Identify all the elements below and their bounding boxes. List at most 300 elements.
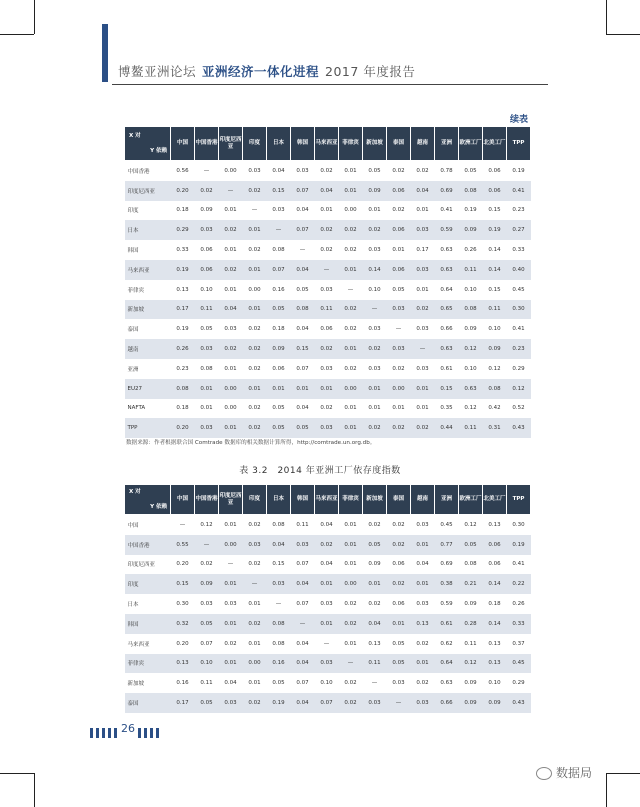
table-cell: 0.26: [464, 247, 477, 254]
table-cell: 0.00: [387, 379, 411, 399]
table-cell: 0.16: [267, 654, 291, 674]
column-header: 新加坡: [363, 485, 387, 515]
table-cell: 0.04: [219, 300, 243, 320]
table-cell: —: [315, 260, 339, 280]
table-cell: 0.23: [507, 339, 531, 359]
table-cell: 0.02: [248, 247, 261, 254]
table-cell: 0.01: [243, 220, 267, 240]
table-cell: —: [195, 535, 219, 555]
watermark-text: 数据局: [556, 766, 593, 780]
table-cell: 0.05: [387, 654, 411, 674]
table-cell: 0.05: [200, 326, 213, 333]
table-cell: 0.35: [440, 405, 453, 412]
table-cell: 0.01: [243, 300, 267, 320]
table-cell: 0.03: [416, 601, 429, 608]
table-cell: 0.01: [320, 207, 333, 214]
column-header: 印度尼西亚: [219, 127, 243, 161]
table-cell: 0.19: [176, 326, 189, 333]
table-cell: 0.02: [320, 247, 333, 254]
table-cell: 0.01: [195, 379, 219, 399]
table-cell: 0.02: [315, 339, 339, 359]
table-cell: 0.01: [339, 418, 363, 438]
table-cell: 0.61: [440, 365, 453, 372]
table-cell: 0.69: [440, 561, 453, 568]
table-cell: 0.06: [488, 561, 501, 568]
table-cell: 0.02: [344, 326, 357, 333]
table-cell: 0.04: [296, 640, 309, 647]
table-cell: 0.06: [387, 260, 411, 280]
table-cell: 0.01: [344, 405, 357, 412]
table-cell: 0.00: [219, 535, 243, 555]
table-cell: 0.09: [267, 339, 291, 359]
table-cell: 0.14: [483, 260, 507, 280]
table-row: [125, 201, 531, 221]
table-cell: 0.06: [320, 326, 333, 333]
table-cell: 0.02: [248, 326, 261, 333]
table-cell: 0.02: [416, 167, 429, 174]
table-cell: 0.02: [243, 693, 267, 713]
table-cell: 0.06: [200, 247, 213, 254]
table-cell: 0.15: [488, 286, 501, 293]
table-row: [125, 280, 531, 300]
table-cell: 0.15: [488, 207, 501, 214]
table-cell: 0.08: [291, 300, 315, 320]
table-cell: 0.02: [344, 247, 357, 254]
table-cell: 0.01: [339, 181, 363, 201]
table-cell: 0.01: [315, 614, 339, 634]
table-cell: 0.05: [459, 535, 483, 555]
table-cell: 0.05: [464, 167, 477, 174]
table-cell: 0.02: [339, 614, 363, 634]
table-cell: 0.59: [440, 601, 453, 608]
table-cell: 0.01: [411, 654, 435, 674]
table-cell: 0.03: [320, 286, 333, 293]
table-cell: —: [243, 574, 267, 594]
table-cell: 0.10: [368, 286, 381, 293]
table-cell: 0.09: [363, 181, 387, 201]
table-cell: 0.01: [344, 640, 357, 647]
table-cell: 0.64: [435, 654, 459, 674]
table-cell: 0.01: [363, 574, 387, 594]
crop-mark-top-left-h: [0, 34, 34, 35]
table-row: [125, 654, 531, 674]
table-cell: 0.02: [315, 535, 339, 555]
table-cell: 0.15: [291, 339, 315, 359]
column-header: 中国: [171, 127, 195, 161]
table-cell: 0.33: [507, 614, 531, 634]
table-cell: 0.09: [464, 326, 477, 333]
column-header: 亚洲: [435, 485, 459, 515]
table-cell: 0.01: [344, 167, 357, 174]
row-label: 马来西亚: [125, 260, 171, 280]
header-rule: [112, 84, 548, 85]
table-cell: 0.18: [272, 326, 285, 333]
table-cell: 0.40: [507, 260, 531, 280]
table-cell: 0.02: [363, 220, 387, 240]
table-cell: 0.04: [363, 614, 387, 634]
table-cell: 0.01: [224, 365, 237, 372]
table-cell: 0.06: [392, 601, 405, 608]
table-cell: 0.01: [411, 535, 435, 555]
table-cell: 0.06: [195, 260, 219, 280]
table-cell: 0.04: [267, 535, 291, 555]
table-cell: 0.41: [512, 561, 525, 568]
table-cell: 0.07: [296, 561, 309, 568]
table-cell: 0.28: [459, 614, 483, 634]
table-row: [125, 515, 531, 535]
table-cell: 0.02: [248, 521, 261, 528]
table-cell: 0.03: [368, 326, 381, 333]
table-cell: 0.22: [507, 574, 531, 594]
table-cell: 0.66: [440, 326, 453, 333]
table-cell: 0.13: [176, 286, 189, 293]
table-row: [125, 220, 531, 240]
table-cell: 0.03: [387, 339, 411, 359]
table-cell: 0.04: [291, 260, 315, 280]
table-cell: 0.02: [243, 181, 267, 201]
table-row: [125, 594, 531, 614]
table-cell: —: [227, 561, 234, 568]
wechat-icon: [536, 767, 552, 780]
table-cell: 0.09: [459, 693, 483, 713]
corner-y-label: Y 依赖: [150, 147, 167, 154]
row-label: 菲律宾: [125, 654, 171, 674]
table-cell: 0.05: [392, 640, 405, 647]
table-cell: 0.01: [243, 260, 267, 280]
table-cell: 0.03: [411, 220, 435, 240]
table-cell: 0.01: [291, 379, 315, 399]
corner-x-label: X 对: [129, 133, 141, 140]
table-cell: 0.65: [435, 300, 459, 320]
table-cell: 0.01: [224, 286, 237, 293]
column-header: 泰国: [387, 127, 411, 161]
table-cell: —: [179, 521, 186, 528]
table-cell: 0.11: [483, 300, 507, 320]
table-cell: 0.01: [315, 379, 339, 399]
corner-header: [125, 485, 171, 515]
table-cell: 0.63: [435, 260, 459, 280]
table-cell: 0.05: [195, 614, 219, 634]
table-cell: 0.11: [459, 260, 483, 280]
table-cell: —: [387, 693, 411, 713]
running-header: [118, 62, 415, 80]
table-cell: 0.15: [435, 379, 459, 399]
table-cell: 0.63: [440, 247, 453, 254]
table-cell: 0.00: [248, 286, 261, 293]
table-cell: 0.02: [344, 680, 357, 687]
header-year: 2017 年度报告: [325, 64, 416, 79]
table-cell: 0.27: [507, 220, 531, 240]
table-cell: 0.42: [488, 405, 501, 412]
table-cell: 0.03: [387, 300, 411, 320]
column-header: 泰国: [387, 485, 411, 515]
crop-mark-bottom-left: [34, 773, 35, 807]
table-cell: 0.09: [483, 339, 507, 359]
table-cell: —: [275, 601, 282, 608]
table-cell: 0.04: [411, 181, 435, 201]
row-label: EU27: [125, 379, 171, 399]
row-label: TPP: [125, 418, 171, 438]
table-cell: 0.33: [512, 247, 525, 254]
table-cell: 0.05: [392, 286, 405, 293]
table-cell: 0.02: [315, 220, 339, 240]
table-cell: 0.16: [272, 286, 285, 293]
table-cell: 0.04: [296, 405, 309, 412]
table-cell: 0.02: [219, 339, 243, 359]
table-cell: 0.06: [488, 167, 501, 174]
column-header: 马来西亚: [315, 127, 339, 161]
table-cell: 0.16: [176, 680, 189, 687]
dependence-table-continued: [124, 126, 531, 438]
table-cell: 0.07: [291, 181, 315, 201]
table-cell: 0.07: [315, 693, 339, 713]
table-cell: 0.02: [224, 640, 237, 647]
table-cell: 0.01: [224, 247, 237, 254]
table-cell: 0.02: [243, 418, 267, 438]
row-label: 韩国: [127, 248, 139, 255]
table-row: [125, 181, 531, 201]
table-cell: 0.02: [363, 339, 387, 359]
table-cell: 0.09: [195, 574, 219, 594]
table-cell: 0.06: [387, 220, 411, 240]
table-cell: 0.26: [171, 339, 195, 359]
table-cell: 0.29: [512, 365, 525, 372]
column-header: 印度: [243, 127, 267, 161]
table-cell: 0.02: [363, 418, 387, 438]
table-cell: 0.08: [483, 379, 507, 399]
crop-mark-top-right: [606, 0, 607, 34]
table-cell: 0.02: [392, 167, 405, 174]
table-cell: 0.01: [411, 379, 435, 399]
header-forum: 博鳌亚洲论坛: [118, 64, 197, 79]
table-cell: 0.29: [171, 220, 195, 240]
table-row: [125, 535, 531, 555]
corner-header: [125, 127, 171, 161]
table-cell: 0.02: [320, 405, 333, 412]
table-cell: 0.43: [507, 418, 531, 438]
table-cell: 0.30: [507, 300, 531, 320]
table-cell: 0.01: [411, 574, 435, 594]
table-cell: 0.14: [488, 247, 501, 254]
table-cell: 0.12: [200, 521, 213, 528]
crop-mark-bottom-right: [606, 773, 607, 807]
table-cell: 0.02: [368, 521, 381, 528]
table-cell: 0.01: [248, 601, 261, 608]
table-row: [125, 399, 531, 419]
row-label: 韩国: [125, 614, 171, 634]
table-cell: 0.05: [368, 167, 381, 174]
table-cell: —: [323, 640, 330, 647]
header-topic: 亚洲经济一体化进程: [202, 64, 320, 79]
table-cell: 0.03: [416, 521, 429, 528]
table-cell: 0.03: [416, 326, 429, 333]
table-cell: 0.02: [248, 365, 261, 372]
table-cell: 0.01: [339, 260, 363, 280]
table-cell: 0.08: [200, 365, 213, 372]
table-cell: 0.01: [416, 207, 429, 214]
row-label: 菲律宾: [127, 287, 145, 294]
table-cell: 0.05: [272, 405, 285, 412]
table-cell: 0.52: [512, 405, 525, 412]
column-header: 越南: [411, 127, 435, 161]
table-cell: 0.03: [411, 693, 435, 713]
table-cell: 0.09: [464, 601, 477, 608]
page-decoration-left: [90, 723, 120, 733]
row-label: 印度尼西亚: [125, 181, 171, 201]
table-row: [125, 339, 531, 359]
table-cell: 0.03: [320, 601, 333, 608]
column-header: 菲律宾: [339, 127, 363, 161]
table-cell: —: [203, 167, 210, 174]
table-cell: 0.02: [392, 207, 405, 214]
table-cell: 0.20: [171, 181, 195, 201]
table-cell: 0.61: [435, 614, 459, 634]
table-cell: 0.14: [483, 614, 507, 634]
row-label: 新加坡: [127, 681, 145, 688]
table-cell: 0.00: [224, 167, 237, 174]
column-header: TPP: [507, 127, 531, 161]
table-row: [125, 260, 531, 280]
table-cell: 0.05: [291, 418, 315, 438]
table-cell: 0.12: [464, 405, 477, 412]
table-cell: 0.56: [176, 167, 189, 174]
row-label: 越南: [125, 339, 171, 359]
table-cell: 0.37: [512, 640, 525, 647]
table-cell: 0.07: [200, 640, 213, 647]
table-cell: 0.12: [459, 339, 483, 359]
table-cell: 0.01: [392, 247, 405, 254]
table-cell: 0.19: [171, 260, 195, 280]
table-cell: 0.15: [272, 561, 285, 568]
table-cell: 0.02: [248, 405, 261, 412]
table-cell: 0.08: [459, 300, 483, 320]
table-cell: 0.63: [435, 339, 459, 359]
source-note: 数据来源：作者根据联合国 Comtrade 数据库的相关数据计算所得，http://comtrade.un.org.db。: [126, 440, 376, 446]
table-cell: 0.03: [291, 535, 315, 555]
table-cell: 0.06: [483, 535, 507, 555]
table-cell: 0.62: [440, 640, 453, 647]
table-cell: 0.13: [368, 640, 381, 647]
table-cell: 0.08: [272, 640, 285, 647]
table-cell: 0.11: [459, 418, 483, 438]
table-cell: 0.01: [219, 574, 243, 594]
table-cell: 0.01: [416, 405, 429, 412]
table-cell: 0.01: [224, 521, 237, 528]
table-cell: 0.01: [416, 286, 429, 293]
table-cell: 0.02: [339, 693, 363, 713]
table-cell: 0.14: [483, 574, 507, 594]
table-cell: 0.02: [368, 601, 381, 608]
table-cell: 0.03: [272, 207, 285, 214]
column-header: TPP: [507, 485, 531, 515]
table-cell: 0.11: [195, 300, 219, 320]
table-cell: 0.00: [243, 654, 267, 674]
table-row: [125, 614, 531, 634]
table-cell: 0.77: [435, 535, 459, 555]
table-cell: 0.03: [315, 418, 339, 438]
table-cell: 0.04: [315, 181, 339, 201]
table-cell: 0.03: [224, 601, 237, 608]
table-cell: 0.01: [363, 379, 387, 399]
table-row: [125, 555, 531, 575]
row-label: NAFTA: [127, 405, 146, 412]
table-cell: 0.00: [224, 405, 237, 412]
crop-mark-bottom-left-h: [0, 773, 34, 774]
table-cell: 0.07: [296, 601, 309, 608]
table-cell: 0.19: [464, 207, 477, 214]
table-cell: 0.03: [296, 167, 309, 174]
table-cell: 0.69: [435, 181, 459, 201]
table-cell: 0.03: [411, 260, 435, 280]
table-cell: 0.19: [507, 535, 531, 555]
table-cell: 0.04: [296, 207, 309, 214]
table-cell: —: [411, 339, 435, 359]
row-label: 中国: [127, 522, 139, 529]
column-header: 日本: [267, 485, 291, 515]
table-cell: 0.17: [171, 693, 195, 713]
table-cell: —: [395, 326, 402, 333]
table-cell: 0.02: [219, 220, 243, 240]
table-title: 表 3.2 2014 年亚洲工厂依存度指数: [239, 466, 401, 476]
table-cell: 0.00: [219, 379, 243, 399]
table-cell: —: [251, 207, 258, 214]
table-cell: 0.09: [459, 220, 483, 240]
table-cell: 0.01: [219, 614, 243, 634]
table-cell: 0.04: [320, 561, 333, 568]
column-header: 北美工厂: [483, 485, 507, 515]
table-cell: 0.11: [315, 300, 339, 320]
column-header: 中国香港: [195, 127, 219, 161]
table-cell: 0.10: [195, 654, 219, 674]
table-cell: 0.03: [416, 365, 429, 372]
table-cell: 0.12: [459, 654, 483, 674]
table-cell: 0.03: [368, 247, 381, 254]
table-cell: 0.05: [267, 300, 291, 320]
crop-mark-bottom-right-h: [606, 773, 640, 774]
table-cell: 0.02: [416, 640, 429, 647]
table-cell: 0.20: [171, 418, 195, 438]
table-cell: 0.04: [296, 326, 309, 333]
table-cell: 0.31: [483, 418, 507, 438]
table-cell: 0.02: [248, 561, 261, 568]
table-cell: 0.02: [195, 181, 219, 201]
table-cell: 0.32: [171, 614, 195, 634]
column-header: 北美工厂: [483, 127, 507, 161]
column-header: 新加坡: [363, 127, 387, 161]
table-cell: 0.02: [387, 535, 411, 555]
table-cell: 0.41: [512, 326, 525, 333]
row-label: 新加坡: [125, 300, 171, 320]
row-label: 日本: [125, 220, 171, 240]
table-cell: 0.01: [344, 521, 357, 528]
table-row: [125, 693, 531, 713]
table-cell: 0.03: [195, 220, 219, 240]
table-cell: 0.00: [344, 207, 357, 214]
table-cell: 0.00: [339, 574, 363, 594]
table-cell: 0.04: [272, 167, 285, 174]
table-cell: 0.01: [248, 680, 261, 687]
table-cell: 0.02: [411, 418, 435, 438]
column-header: 印度尼西亚: [219, 485, 243, 515]
table-cell: 0.45: [440, 521, 453, 528]
column-header: 印度: [243, 485, 267, 515]
column-header: 亚洲: [435, 127, 459, 161]
table-row: [125, 634, 531, 654]
table-cell: 0.03: [368, 365, 381, 372]
table-cell: 0.03: [392, 680, 405, 687]
table-cell: —: [299, 247, 306, 254]
table-cell: 0.08: [267, 614, 291, 634]
